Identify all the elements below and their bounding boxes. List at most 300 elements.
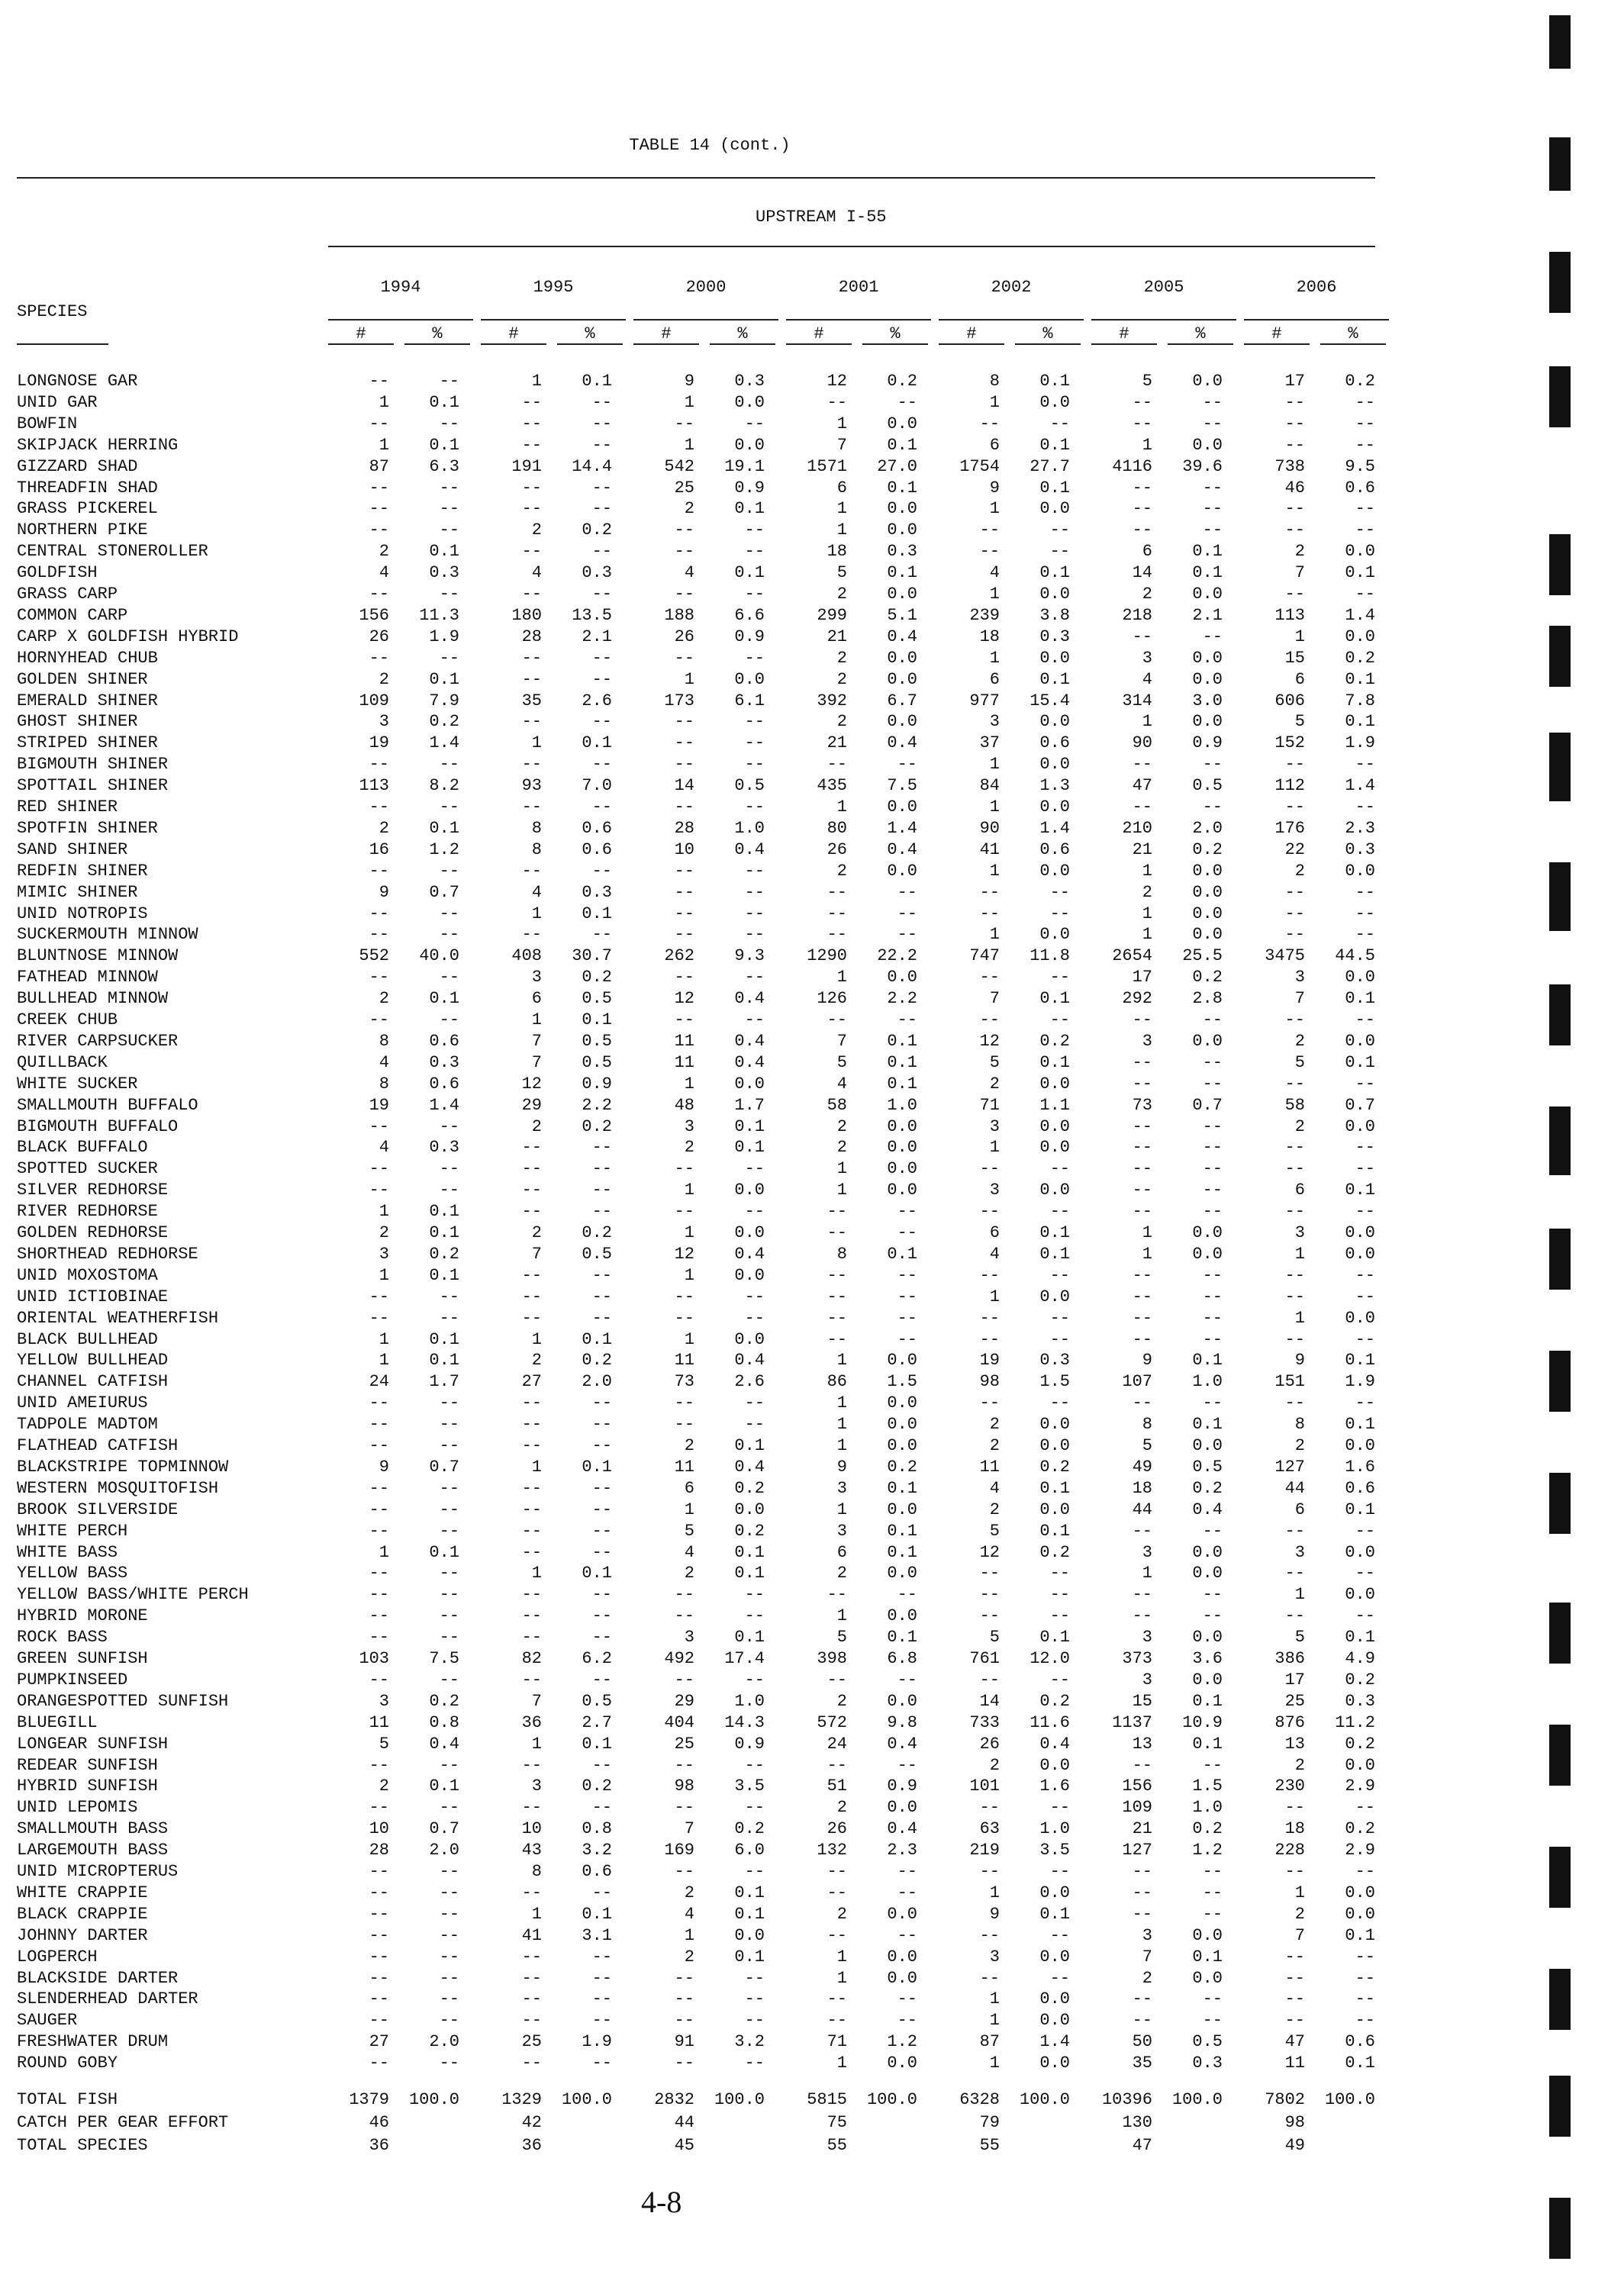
percent-cell: --	[897, 1223, 917, 1242]
percent-cell: 0.1	[1345, 1925, 1375, 1945]
percent-cell: 0.0	[887, 520, 917, 540]
count-cell: 5	[1294, 1628, 1305, 1648]
count-cell: 1	[531, 372, 542, 391]
count-cell: 11	[674, 1052, 694, 1072]
count-cell: --	[369, 1798, 389, 1818]
count-cell: 25	[674, 478, 694, 498]
count-cell: --	[826, 1989, 847, 2009]
catch-per-gear-effort-label: CATCH PER GEAR EFFORT	[17, 2113, 229, 2132]
total-fish-percent: 100.0	[1324, 2090, 1375, 2109]
percent-cell: 0.0	[1039, 585, 1070, 604]
table-row	[0, 371, 1419, 391]
percent-cell: 1.5	[1192, 1777, 1223, 1796]
count-cell: --	[521, 1159, 542, 1179]
count-cell: --	[369, 585, 389, 604]
table-row	[0, 1670, 1419, 1690]
total-species-label: TOTAL SPECIES	[17, 2136, 148, 2155]
species-name: LONGNOSE GAR	[17, 372, 138, 391]
count-cell: --	[1284, 1606, 1305, 1626]
percent-cell: 1.2	[887, 2032, 917, 2052]
percent-cell: --	[591, 1798, 612, 1818]
count-cell: --	[826, 1925, 847, 1945]
year-header-underline	[328, 319, 473, 321]
count-cell: 4	[531, 882, 542, 902]
percent-cell: 0.2	[1345, 372, 1375, 391]
count-cell: 3	[379, 712, 389, 732]
percent-cell: 2.2	[582, 1095, 612, 1115]
percent-cell: 0.1	[1039, 1052, 1070, 1072]
percent-cell: 0.0	[734, 1925, 765, 1945]
species-name: MIMIC SHINER	[17, 882, 138, 902]
count-cell: --	[521, 1989, 542, 2009]
count-cell: 1	[989, 797, 1000, 817]
count-cell: 2	[684, 499, 694, 519]
total-species-value: 47	[1132, 2136, 1152, 2155]
percent-cell: --	[439, 1287, 459, 1306]
percent-cell: 0.0	[1345, 542, 1375, 562]
percent-cell: 0.0	[1345, 1883, 1375, 1902]
table-row	[0, 1435, 1419, 1456]
percent-cell: 0.0	[887, 1968, 917, 1988]
percent-cell: 3.8	[1039, 605, 1070, 625]
percent-cell: 1.4	[1345, 776, 1375, 796]
count-cell: 7	[1294, 563, 1305, 583]
scan-edge-mark	[1549, 15, 1571, 69]
percent-cell: 0.6	[1345, 2032, 1375, 2052]
percent-cell: 0.6	[1039, 733, 1070, 753]
percent-cell: --	[1202, 1862, 1223, 1881]
count-cell: 2	[836, 1691, 847, 1711]
count-cell: --	[521, 1308, 542, 1328]
count-cell: 26	[979, 1734, 1000, 1754]
percent-cell: --	[897, 2011, 917, 2031]
count-cell: 1	[379, 1351, 389, 1371]
count-cell: --	[979, 1925, 1000, 1945]
count-cell: --	[1132, 478, 1152, 498]
count-cell: --	[1284, 1989, 1305, 2009]
table-row	[0, 1584, 1419, 1605]
percent-cell: 0.0	[1192, 1670, 1223, 1690]
percent-cell: 0.0	[1039, 1138, 1070, 1158]
percent-cell: 0.0	[734, 1074, 765, 1094]
percent-cell: 0.6	[1345, 478, 1375, 498]
percent-cell: 0.1	[429, 392, 459, 412]
species-name: ORANGESPOTTED SUNFISH	[17, 1691, 229, 1711]
table-row	[0, 967, 1419, 987]
percent-cell: --	[439, 1585, 459, 1605]
count-cell: 1571	[807, 456, 847, 476]
count-cell: --	[521, 712, 542, 732]
count-cell: 17	[1284, 372, 1305, 391]
count-cell: --	[521, 414, 542, 433]
percent-cell: 0.5	[582, 1052, 612, 1072]
count-cell: --	[521, 1287, 542, 1306]
species-name: THREADFIN SHAD	[17, 478, 158, 498]
count-cell: 1	[1294, 627, 1305, 646]
table-row	[0, 1776, 1419, 1796]
count-cell: --	[1132, 1308, 1152, 1328]
count-cell: --	[521, 435, 542, 455]
table-row	[0, 1010, 1419, 1030]
count-cell: --	[369, 1628, 389, 1648]
percent-cell: --	[591, 1138, 612, 1158]
species-name: YELLOW BULLHEAD	[17, 1351, 169, 1371]
species-name: REDFIN SHINER	[17, 861, 148, 881]
percent-cell: --	[744, 1968, 765, 1988]
count-cell: --	[826, 1670, 847, 1690]
count-cell: --	[521, 1585, 542, 1605]
count-cell: --	[1132, 797, 1152, 817]
percent-cell: --	[897, 1925, 917, 1945]
percent-cell: --	[744, 904, 765, 923]
percent-cell: --	[897, 1755, 917, 1775]
percent-cell: --	[439, 1989, 459, 2009]
count-cell: 17	[1132, 968, 1152, 987]
count-cell: --	[1284, 1074, 1305, 1094]
count-cell: 3	[1294, 968, 1305, 987]
percent-cell: --	[897, 1308, 917, 1328]
count-cell: 28	[369, 1841, 389, 1860]
percent-cell: --	[744, 1202, 765, 1222]
count-cell: --	[674, 1287, 694, 1306]
percent-cell: --	[1355, 1202, 1375, 1222]
count-cell: --	[521, 1415, 542, 1435]
count-cell: --	[826, 1329, 847, 1349]
percent-cell: 0.1	[582, 1734, 612, 1754]
percent-cell: 2.2	[887, 989, 917, 1009]
species-name: BIGMOUTH BUFFALO	[17, 1116, 179, 1136]
percent-cell: --	[1355, 1287, 1375, 1306]
percent-cell: 0.2	[582, 520, 612, 540]
percent-cell: --	[439, 1159, 459, 1179]
count-cell: --	[369, 1947, 389, 1967]
year-header-underline	[786, 319, 931, 321]
percent-cell: 44.5	[1335, 946, 1375, 966]
percent-cell: 0.0	[1039, 797, 1070, 817]
count-cell: --	[369, 1585, 389, 1605]
percent-cell: 8.2	[429, 776, 459, 796]
count-cell: 3	[684, 1116, 694, 1136]
percent-cell: --	[1202, 499, 1223, 519]
count-cell: 2	[836, 861, 847, 881]
count-cell: 6	[989, 435, 1000, 455]
percent-cell: 0.2	[429, 1691, 459, 1711]
percent-cell: 11.2	[1335, 1712, 1375, 1732]
count-cell: 2	[836, 1904, 847, 1924]
count-cell: --	[521, 1181, 542, 1200]
count-cell: 3	[989, 712, 1000, 732]
percent-cell: 14.3	[724, 1712, 765, 1732]
count-cell: --	[1284, 435, 1305, 455]
percent-cell: 0.6	[1039, 839, 1070, 859]
count-cell: 2	[836, 1564, 847, 1583]
count-subheader: #	[633, 325, 699, 345]
percent-cell: 0.1	[887, 1521, 917, 1541]
percent-cell: --	[439, 755, 459, 775]
percent-cell: 0.0	[887, 414, 917, 433]
count-cell: 4	[989, 563, 1000, 583]
count-cell: 6	[1294, 669, 1305, 689]
count-cell: --	[1284, 1287, 1305, 1306]
percent-cell: 1.0	[887, 1095, 917, 1115]
percent-cell: 0.0	[1039, 2054, 1070, 2073]
count-cell: --	[1284, 925, 1305, 945]
percent-cell: 0.3	[1345, 839, 1375, 859]
count-cell: 1	[836, 968, 847, 987]
count-cell: --	[369, 797, 389, 817]
percent-cell: 0.0	[1345, 1308, 1375, 1328]
count-cell: 10	[674, 839, 694, 859]
percent-cell: 0.1	[429, 542, 459, 562]
percent-cell: --	[1355, 1329, 1375, 1349]
table-row	[0, 1521, 1419, 1541]
percent-cell: --	[1355, 797, 1375, 817]
percent-cell: 0.3	[429, 1138, 459, 1158]
count-cell: 4	[379, 1138, 389, 1158]
percent-cell: 0.1	[429, 818, 459, 838]
percent-cell: 7.5	[887, 776, 917, 796]
count-cell: 1	[836, 499, 847, 519]
percent-cell: --	[591, 712, 612, 732]
count-cell: 17	[1284, 1670, 1305, 1690]
count-cell: --	[1284, 755, 1305, 775]
count-cell: --	[1132, 1862, 1152, 1881]
count-cell: 1	[684, 392, 694, 412]
count-cell: 1	[379, 1202, 389, 1222]
count-cell: --	[674, 520, 694, 540]
percent-cell: --	[744, 2011, 765, 2031]
percent-cell: --	[1049, 1564, 1070, 1583]
location-header: UPSTREAM I-55	[756, 208, 887, 227]
percent-cell: 0.6	[1345, 1478, 1375, 1498]
percent-cell: 0.0	[1039, 755, 1070, 775]
count-cell: 6	[836, 478, 847, 498]
percent-cell: 0.0	[1039, 1415, 1070, 1435]
percent-cell: --	[439, 520, 459, 540]
year-header: 2002	[991, 278, 1032, 297]
percent-cell: 0.1	[1039, 1904, 1070, 1924]
percent-cell: 2.0	[429, 2032, 459, 2052]
count-cell: --	[1132, 1393, 1152, 1413]
scan-edge-mark	[1549, 1969, 1571, 2030]
count-cell: 1	[379, 435, 389, 455]
count-cell: 1	[684, 1223, 694, 1242]
percent-cell: 2.1	[1192, 605, 1223, 625]
percent-cell: 0.1	[1192, 542, 1223, 562]
percent-cell: 0.0	[887, 2054, 917, 2073]
count-cell: --	[1284, 1159, 1305, 1179]
species-header-underline	[17, 343, 108, 345]
percent-cell: 0.5	[582, 989, 612, 1009]
percent-cell: --	[744, 733, 765, 753]
table-row	[0, 1989, 1419, 2009]
percent-cell: 0.0	[887, 1798, 917, 1818]
percent-cell: 0.8	[429, 1712, 459, 1732]
count-cell: 26	[369, 627, 389, 646]
percent-cell: 0.5	[1192, 776, 1223, 796]
count-cell: 12	[674, 989, 694, 1009]
year-header: 2005	[1143, 278, 1184, 297]
count-cell: 3475	[1265, 946, 1305, 966]
percent-cell: --	[1049, 1968, 1070, 1988]
percent-cell: 0.1	[582, 733, 612, 753]
percent-cell: --	[439, 1436, 459, 1455]
species-name: CREEK CHUB	[17, 1010, 118, 1029]
species-name: FATHEAD MINNOW	[17, 968, 158, 987]
percent-cell: 2.6	[582, 691, 612, 710]
table-row	[0, 839, 1419, 860]
count-cell: --	[674, 882, 694, 902]
count-cell: 9	[989, 478, 1000, 498]
percent-cell: 0.0	[1192, 1542, 1223, 1562]
percent-cell: 0.6	[429, 1074, 459, 1094]
count-cell: 10	[369, 1819, 389, 1839]
count-cell: --	[1132, 1521, 1152, 1541]
count-cell: 2	[989, 1074, 1000, 1094]
count-cell: 1	[836, 414, 847, 433]
count-cell: --	[369, 2054, 389, 2073]
percent-cell: 0.2	[582, 1116, 612, 1136]
catch-per-gear-effort-value: 44	[674, 2113, 694, 2132]
table-row	[0, 414, 1419, 434]
total-fish-percent: 100.0	[1019, 2090, 1070, 2109]
count-cell: 152	[1274, 733, 1305, 753]
percent-cell: --	[1202, 1159, 1223, 1179]
count-cell: --	[369, 1564, 389, 1583]
count-cell: --	[1284, 1968, 1305, 1988]
count-cell: --	[1284, 904, 1305, 923]
count-cell: 28	[521, 627, 542, 646]
table-row	[0, 711, 1419, 732]
percent-cell: 0.2	[1192, 968, 1223, 987]
count-cell: 5	[989, 1628, 1000, 1648]
count-cell: --	[826, 1585, 847, 1605]
percent-cell: --	[439, 478, 459, 498]
count-cell: 2	[379, 1777, 389, 1796]
count-cell: --	[1132, 1904, 1152, 1924]
percent-cell: --	[591, 1755, 612, 1775]
table-row	[0, 1031, 1419, 1052]
species-name: SPOTTAIL SHINER	[17, 776, 169, 796]
count-cell: --	[1132, 1606, 1152, 1626]
percent-cell: --	[1355, 1265, 1375, 1285]
species-name: UNID MOXOSTOMA	[17, 1265, 158, 1285]
count-cell: --	[521, 392, 542, 412]
percent-cell: 0.0	[1039, 712, 1070, 732]
percent-cell: 0.2	[582, 1351, 612, 1371]
species-name: SPOTFIN SHINER	[17, 818, 158, 838]
percent-cell: 0.1	[734, 1883, 765, 1902]
percent-cell: 40.0	[419, 946, 459, 966]
count-cell: --	[1132, 1989, 1152, 2009]
percent-cell: 0.0	[1039, 1116, 1070, 1136]
count-cell: 1	[1142, 904, 1152, 923]
percent-cell: 0.9	[734, 478, 765, 498]
percent-cell: --	[897, 1585, 917, 1605]
percent-cell: 0.0	[734, 669, 765, 689]
count-cell: --	[521, 1798, 542, 1818]
count-cell: --	[1284, 1564, 1305, 1583]
total-fish-percent: 100.0	[1171, 2090, 1223, 2109]
table-row	[0, 1265, 1419, 1286]
percent-cell: --	[744, 755, 765, 775]
count-cell: 1	[989, 2011, 1000, 2031]
species-name: BLACK BUFFALO	[17, 1138, 148, 1158]
count-cell: 1	[1142, 1223, 1152, 1242]
count-cell: 37	[979, 733, 1000, 753]
count-cell: 26	[674, 627, 694, 646]
percent-subheader: %	[1168, 325, 1233, 345]
count-cell: 292	[1122, 989, 1152, 1009]
percent-cell: 0.0	[1039, 1947, 1070, 1967]
percent-cell: 0.0	[887, 1691, 917, 1711]
count-cell: 3	[1142, 1542, 1152, 1562]
percent-cell: 0.0	[1192, 712, 1223, 732]
percent-subheader: %	[557, 325, 623, 345]
table-row	[0, 584, 1419, 604]
percent-cell: 11.8	[1030, 946, 1070, 966]
count-cell: 1	[989, 861, 1000, 881]
percent-cell: 13.5	[572, 605, 612, 625]
species-name: UNID AMEIURUS	[17, 1393, 148, 1413]
percent-cell: 0.7	[429, 1457, 459, 1477]
percent-cell: --	[591, 648, 612, 668]
percent-cell: 0.0	[887, 1436, 917, 1455]
species-name: HORNYHEAD CHUB	[17, 648, 158, 668]
count-cell: 1	[684, 1074, 694, 1094]
percent-cell: --	[897, 1287, 917, 1306]
total-fish-count: 2832	[654, 2090, 694, 2109]
percent-cell: 0.7	[429, 882, 459, 902]
percent-cell: 0.2	[734, 1521, 765, 1541]
table-row	[0, 1052, 1419, 1073]
year-header: 2000	[685, 278, 727, 297]
count-cell: 1	[836, 2054, 847, 2073]
percent-cell: 2.0	[1192, 818, 1223, 838]
percent-cell: 1.0	[1039, 1819, 1070, 1839]
count-cell: --	[674, 861, 694, 881]
count-cell: --	[369, 1606, 389, 1626]
table-row	[0, 861, 1419, 881]
percent-cell: --	[591, 1287, 612, 1306]
count-cell: 43	[521, 1841, 542, 1860]
count-cell: 13	[1284, 1734, 1305, 1754]
percent-cell: 0.2	[1039, 1457, 1070, 1477]
count-cell: 8	[1142, 1415, 1152, 1435]
species-name: SKIPJACK HERRING	[17, 435, 179, 455]
count-cell: 11	[674, 1351, 694, 1371]
species-name: UNID NOTROPIS	[17, 904, 148, 923]
table-row	[0, 1797, 1419, 1818]
species-name: GREEN SUNFISH	[17, 1649, 148, 1668]
count-cell: 7	[684, 1819, 694, 1839]
percent-cell: 0.1	[429, 1329, 459, 1349]
count-cell: 73	[1132, 1095, 1152, 1115]
percent-cell: 0.0	[1039, 1287, 1070, 1306]
count-cell: 7	[1142, 1947, 1152, 1967]
percent-cell: --	[1049, 1010, 1070, 1029]
count-cell: 8	[531, 818, 542, 838]
count-cell: --	[369, 372, 389, 391]
percent-cell: 1.4	[1039, 818, 1070, 838]
percent-cell: 27.7	[1030, 456, 1070, 476]
table-row	[0, 1393, 1419, 1413]
count-cell: 1	[684, 1181, 694, 1200]
count-cell: --	[674, 755, 694, 775]
percent-cell: 2.8	[1192, 989, 1223, 1009]
count-cell: 1	[836, 1606, 847, 1626]
table-row	[0, 2031, 1419, 2052]
